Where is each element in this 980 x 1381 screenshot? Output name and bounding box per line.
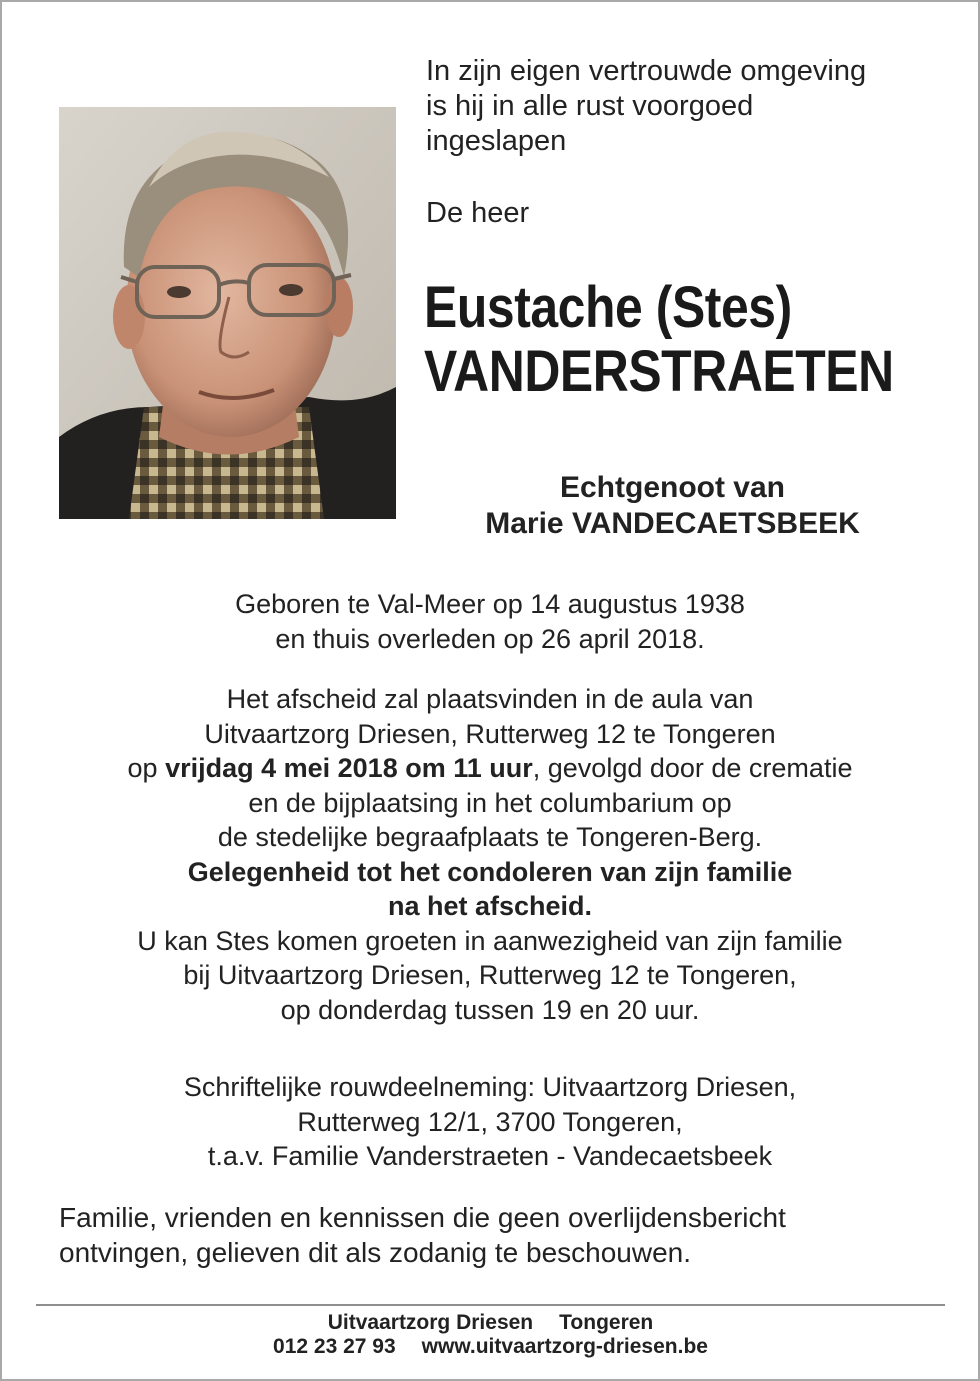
condolence-line: na het afscheid. <box>387 891 593 921</box>
footer-website: www.uitvaartzorg-driesen.be <box>421 1335 708 1358</box>
footer-line-1 <box>36 1311 945 1335</box>
intro-text <box>426 54 946 159</box>
birth-line: Geboren te Val-Meer op 14 augustus 1938 <box>235 589 745 619</box>
note-line: ontvingen, gelieven dit als zodanig te beschouwen. <box>59 1237 691 1268</box>
written-condolence-block <box>30 1070 950 1174</box>
visit-line: U kan Stes komen groeten in aanwezigheid van zijn familie <box>137 925 843 956</box>
spouse-label: Echtgenoot van <box>559 471 785 504</box>
intro-line: is hij in alle rust voorgoed <box>426 90 754 122</box>
death-line: en thuis overleden op 26 april 2018. <box>275 623 705 654</box>
notice-note <box>59 1200 939 1270</box>
footer-phone: 012 23 27 93 <box>273 1335 396 1358</box>
ceremony-block <box>30 682 950 1027</box>
footer-city: Tongeren <box>559 1311 654 1334</box>
intro-line: ingeslapen <box>426 125 567 157</box>
note-line: Familie, vrienden en kennissen die geen overlijdensbericht <box>59 1202 786 1233</box>
spouse-name: Marie VANDECAETSBEEK <box>485 507 860 540</box>
ceremony-date-prefix: op <box>127 753 166 783</box>
footer-line-2 <box>36 1335 945 1359</box>
visit-line: bij Uitvaartzorg Driesen, Rutterweg 12 te Tongeren, <box>183 960 797 990</box>
ceremony-line: de stedelijke begraafplaats te Tongeren-Berg. <box>217 822 763 852</box>
ceremony-date-suffix: , gevolgd door de crematie <box>532 753 853 783</box>
footer-divider <box>36 1304 945 1306</box>
ceremony-date-line <box>30 751 950 786</box>
visit-line: op donderdag tussen 19 en 20 uur. <box>280 994 700 1025</box>
footer-company: Uitvaartzorg Driesen <box>327 1311 534 1334</box>
written-condolence-line: Schriftelijke rouwdeelneming: Uitvaartzorg Driesen, <box>183 1072 797 1102</box>
ceremony-line: Uitvaartzorg Driesen, Rutterweg 12 te Tongeren <box>204 718 776 749</box>
spouse-block <box>420 470 925 542</box>
deceased-name <box>424 276 894 404</box>
title-prefix: De heer <box>426 197 530 229</box>
footer <box>36 1311 945 1359</box>
birth-death-block <box>30 587 950 656</box>
condolence-line: Gelegenheid tot het condoleren van zijn familie <box>187 856 793 887</box>
deceased-last-name: VANDERSTRAETEN <box>424 339 894 404</box>
ceremony-line: Het afscheid zal plaatsvinden in de aula van <box>226 684 754 714</box>
ceremony-date: vrijdag 4 mei 2018 om 11 uur <box>165 753 533 783</box>
intro-line: In zijn eigen vertrouwde omgeving <box>426 55 867 87</box>
written-condolence-line: t.a.v. Familie Vanderstraeten - Vandecaetsbeek <box>207 1141 773 1171</box>
portrait-photo <box>59 107 396 519</box>
deceased-first-name: Eustache (Stes) <box>424 275 792 340</box>
written-condolence-line: Rutterweg 12/1, 3700 Tongeren, <box>297 1106 683 1137</box>
ceremony-line: en de bijplaatsing in het columbarium op <box>248 787 732 818</box>
